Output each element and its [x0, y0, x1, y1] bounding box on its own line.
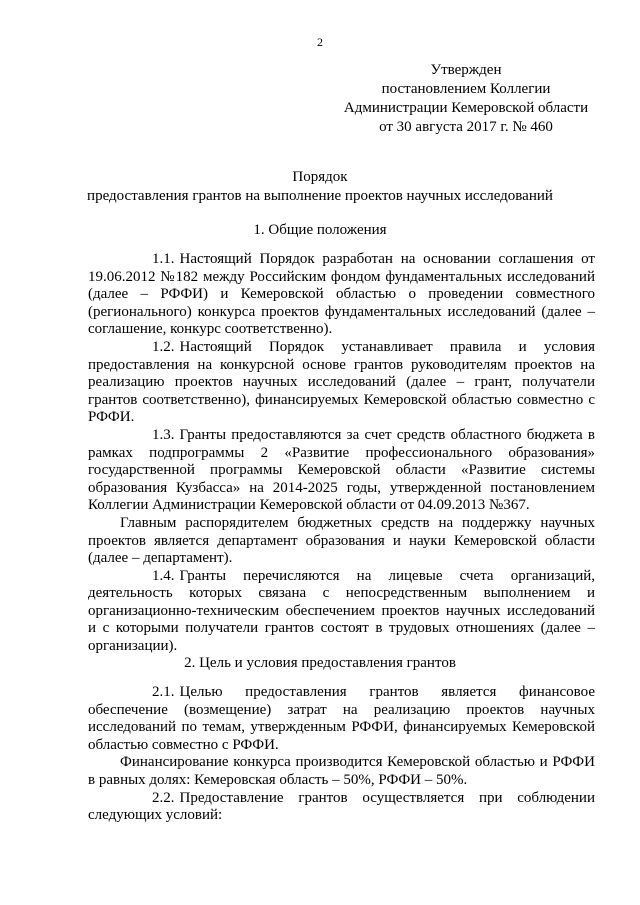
section-2-body	[88, 684, 595, 825]
paragraph-1-2	[88, 339, 595, 427]
section-1-body	[88, 251, 595, 656]
approval-line-3: Администрации Кемеровской области	[343, 100, 589, 116]
page-number: 2	[317, 35, 323, 49]
paragraph-number: 1.1.	[152, 251, 175, 267]
approval-line-1: Утвержден	[430, 62, 502, 78]
approval-line-2: постановлением Коллегии	[381, 81, 551, 97]
paragraph-number: 1.3.	[152, 426, 175, 443]
section-2-heading: 2. Цель и условия предоставления грантов	[184, 655, 456, 671]
title-line-1: Порядок	[292, 169, 348, 185]
approval-stamp	[330, 61, 602, 137]
paragraph-1-4	[88, 568, 595, 656]
section-1-heading: 1. Общие положения	[253, 222, 387, 238]
document-title	[0, 168, 640, 206]
title-line-2: предоставления грантов на выполнение проектов научных исследований	[87, 188, 553, 204]
paragraph-2-1	[88, 684, 595, 754]
paragraph-number: 1.2.	[152, 338, 175, 355]
paragraph-2-1-continued: Финансирование конкурса производится Кемеровской областью и РФФИ в равных долях: Кемеровская область – 50%, РФФИ – 50%.	[88, 754, 595, 788]
paragraph-1-3-continued: Главным распорядителем бюджетных средств на поддержку научных проектов является департамент образования и науки Кемеровской области (далее – департамент).	[88, 514, 595, 567]
paragraph-number: 2.2.	[152, 789, 175, 806]
paragraph-text: Целью предоставления грантов является финансовое обеспечение (возмещение) затрат на реализацию проектов научных исследований по темам, утвержденным РФФИ, финансируемых Кемеровской областью совместно с РФФИ.	[88, 684, 595, 753]
paragraph-text: Настоящий Порядок устанавливает правила и условия предоставления на конкурсной основе грантов руководителям проектов на реализацию проектов научных исследований (далее – грант, получатели грантов соответственно), финансируемых Кемеровской областью совместно с РФФИ.	[88, 338, 595, 426]
paragraph-1-1	[88, 251, 595, 339]
paragraph-2-2	[88, 790, 595, 825]
paragraph-text: Гранты перечисляются на лицевые счета организаций, деятельность которых связана с непосредственным выполнением и организационно-техническим обеспечением проектов научных исследований и с которыми получатели грантов состоят в трудовых отношениях (далее – организации).	[88, 567, 595, 655]
paragraph-number: 2.1.	[152, 684, 175, 700]
paragraph-text: Предоставление грантов осуществляется при соблюдении следующих условий:	[88, 789, 595, 824]
approval-line-4: от 30 августа 2017 г. № 460	[379, 119, 553, 135]
paragraph-text: Настоящий Порядок разработан на основании соглашения от 19.06.2012 №182 между Российским фондом фундаментальных исследований (далее – РФФИ) и Кемеровской областью о проведении совместного (регионального) конкурса проектов фундаментальных исследований (далее – соглашение, конкурс соответственно).	[88, 251, 595, 338]
paragraph-text: Гранты предоставляются за счет средств областного бюджета в рамках подпрограммы 2 «Развитие профессионального образования» государственной программы Кемеровской области «Развитие системы образования Кузбасса» на 2014-2025 годы, утвержденной постановлением Коллегии Администрации Кемеровской области от 04.09.2013 №367.	[88, 426, 595, 514]
paragraph-1-3	[88, 427, 595, 515]
paragraph-number: 1.4.	[152, 567, 175, 584]
